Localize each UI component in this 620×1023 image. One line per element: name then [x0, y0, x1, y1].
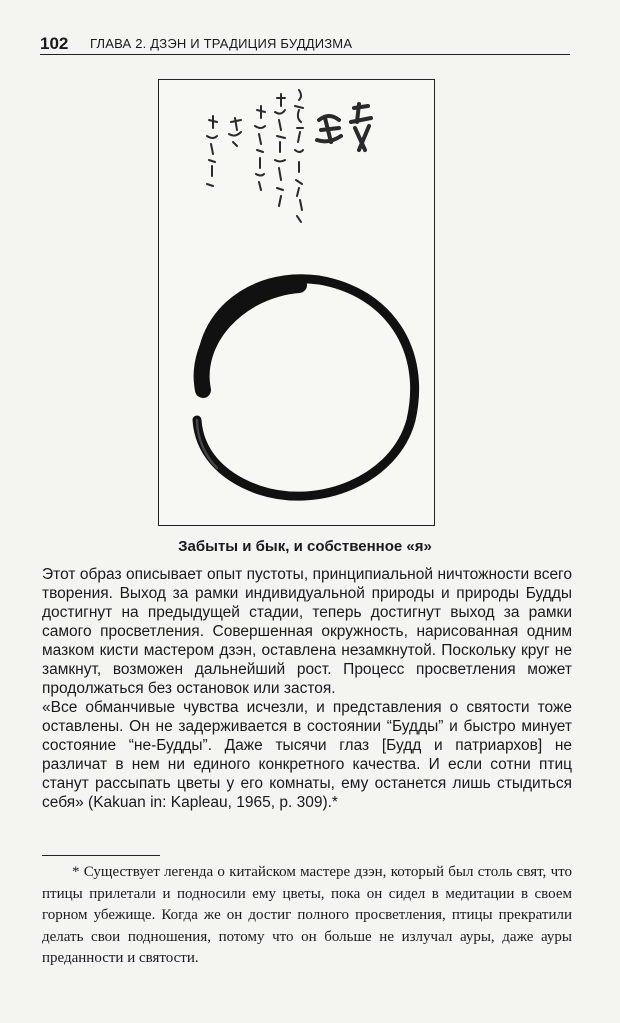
running-title: ГЛАВА 2. ДЗЭН И ТРАДИЦИЯ БУДДИЗМА [90, 36, 353, 51]
footnote: * Существует легенда о китайском мастере дзэн, который был столь свят, что птицы прилетали и подносили ему цветы, пока он сидел в медитации в своем горном убежище. Когда же он достиг полного просветления, птицы прекратили делать свои подношения, потому что он больше не излучал ауры, даже ауры преданности и святости. [42, 864, 572, 966]
page-number: 102 [40, 34, 69, 53]
figure-caption: Забыты и бык, и собственное «я» [178, 538, 432, 555]
page-header [40, 34, 570, 55]
main-text [42, 565, 572, 812]
enso-figure [158, 79, 435, 526]
paragraph-description: Этот образ описывает опыт пустоты, принципиальной ничтожности всего творения. Выход за рамки индивидуальной природы и природы Будды достигнут на предыдущей стадии, теперь достигнут выход за рамки самого просветления. Совершенная окружность, нарисованная одним мазком кисти мастером дзэн, оставлена незамкнутой. Поскольку круг не замкнут, возможен дальнейший рост. Процесс просветления может продолжаться без остановок или застоя. [42, 566, 572, 697]
enso-circle [197, 279, 415, 496]
enso-illustration [159, 80, 433, 524]
calligraphy-strokes [207, 90, 371, 222]
paragraph-quote: «Все обманчивые чувства исчезли, и представления о святости тоже оставлены. Он не задерживается в состоянии “Будды” и быстро минует состояние “не-Будды”. Даже тысячи глаз [Будд и патриархов] не различат в нем ни единого конкретного качества. И если сотни птиц станут рассыпать цветы у его комнаты, ему останется лишь стыдиться себя» (Kakuan in: Kapleau, 1965, p. 309).* [42, 699, 572, 811]
footnote-divider [42, 855, 160, 856]
